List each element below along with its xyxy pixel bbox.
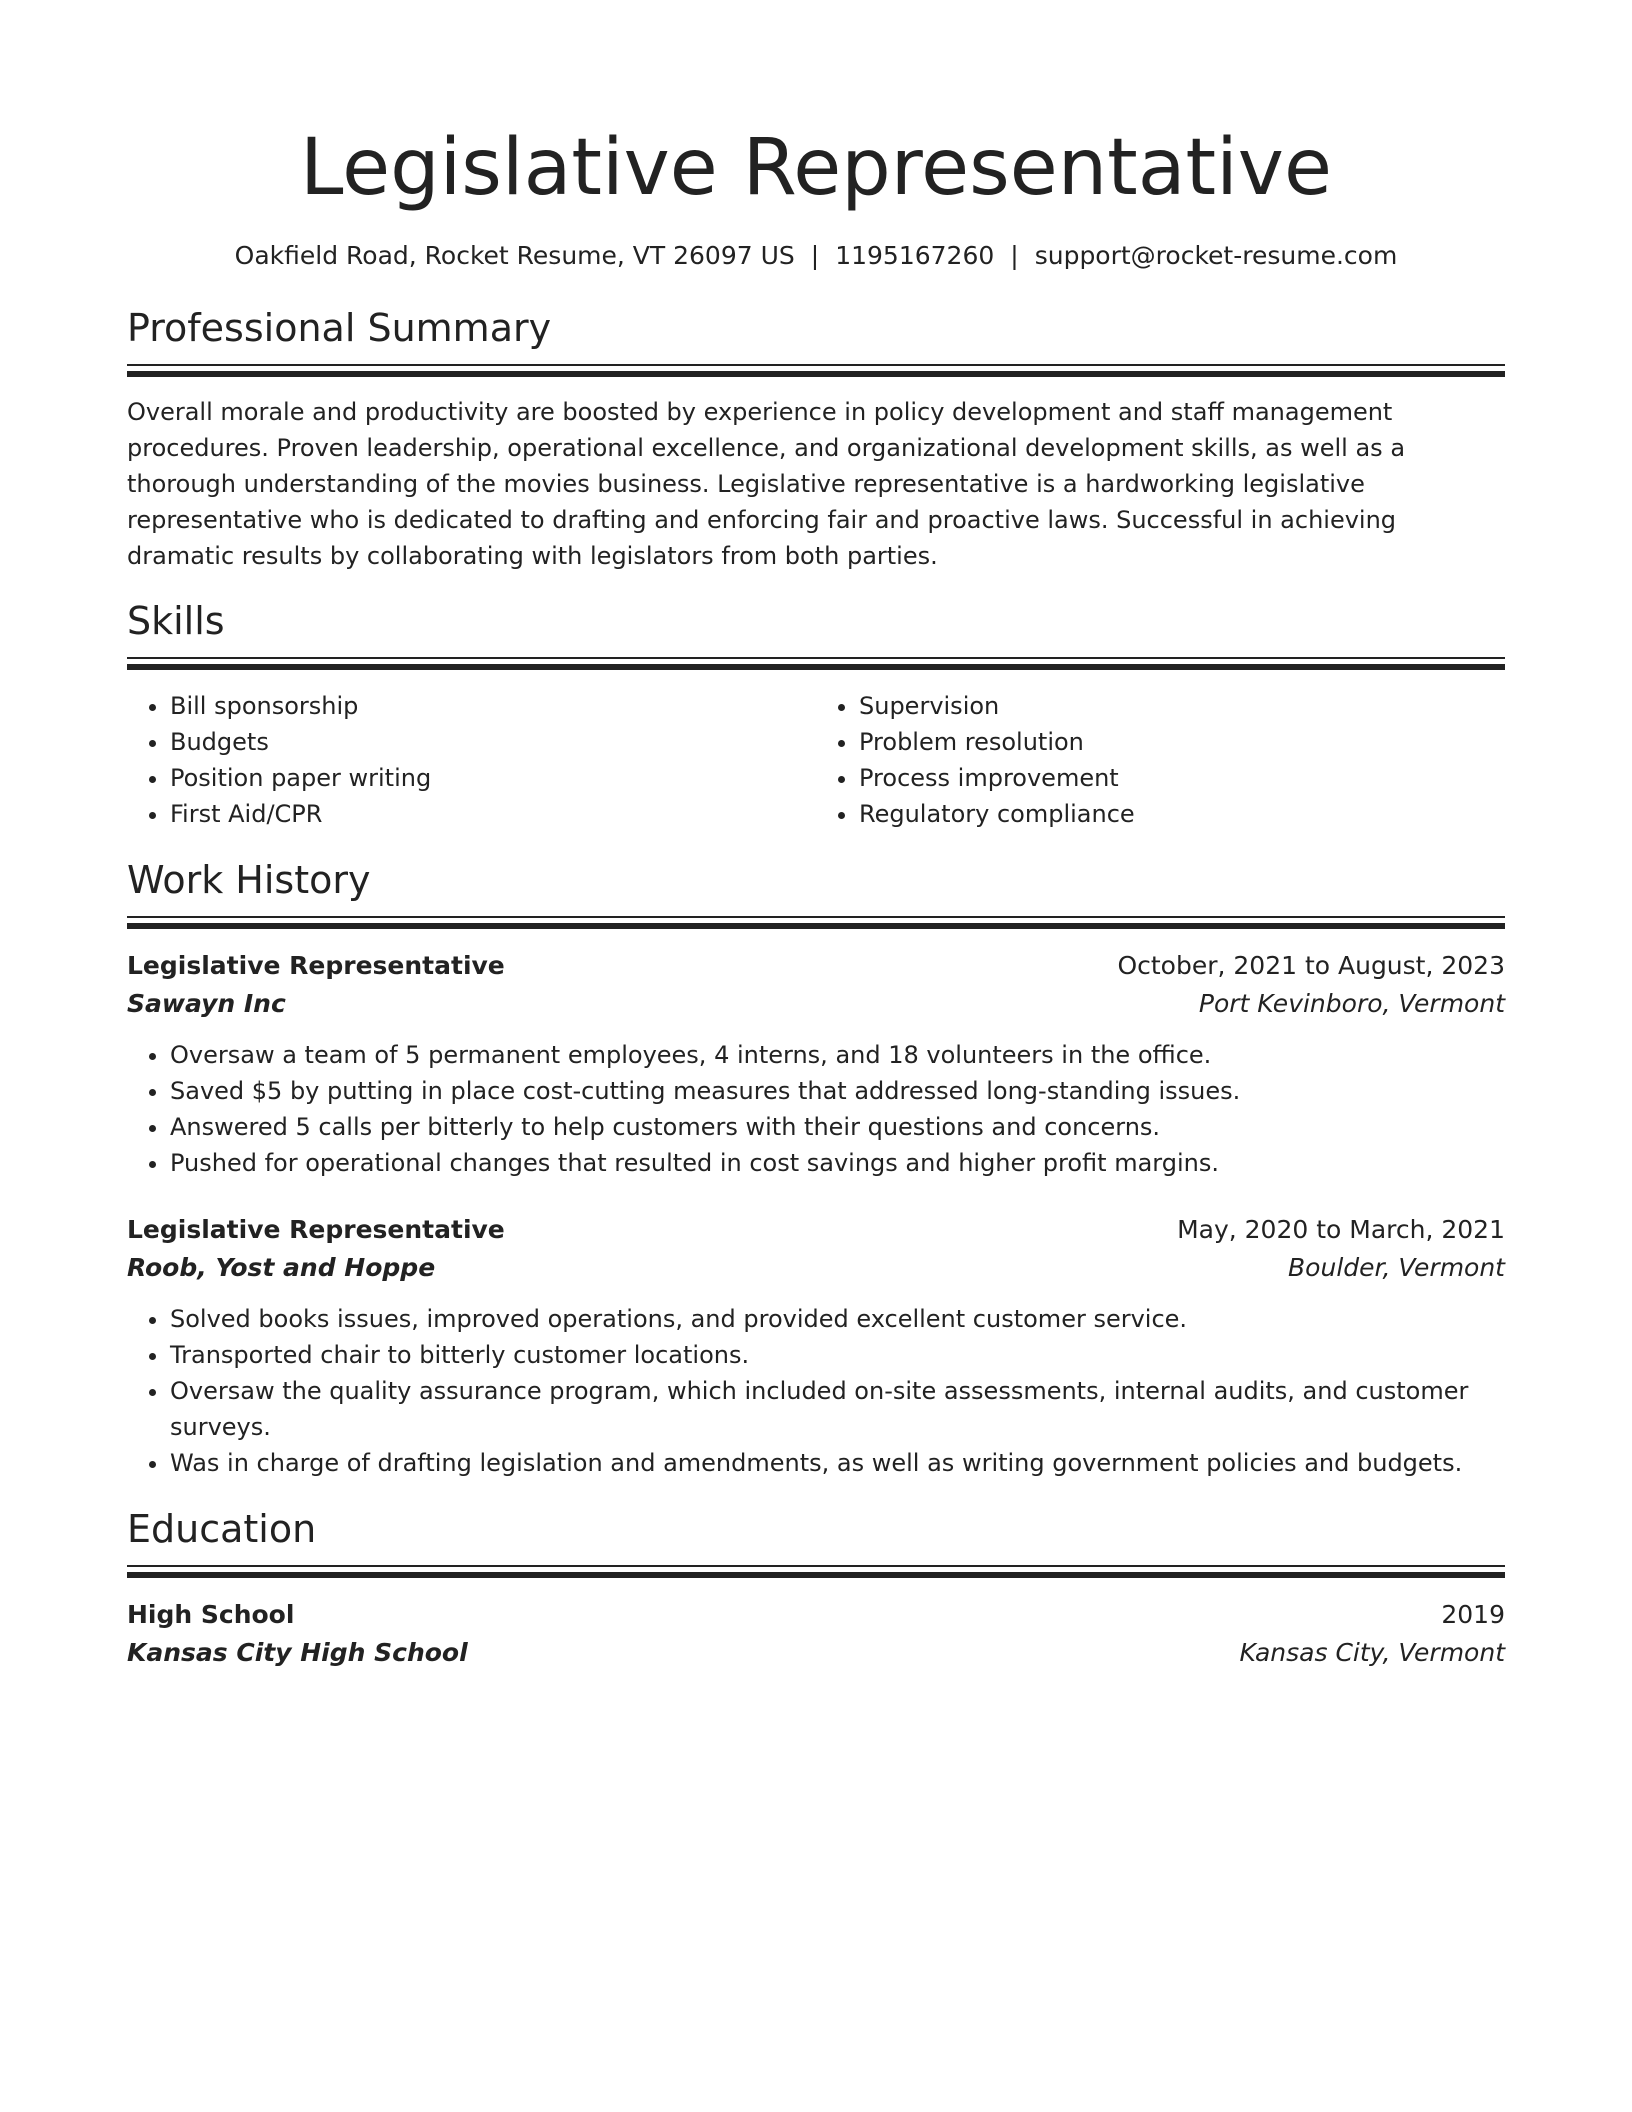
skill-item: • Bill sponsorship [170,688,816,724]
section-divider [127,364,1505,377]
contact-email: support@rocket-resume.com [1034,241,1398,270]
education-degree: High School [127,1600,295,1629]
job-entry [127,1211,1505,1481]
contact-address: Oakfield Road, Rocket Resume, VT 26097 US [234,241,795,270]
job-bullet: • Saved $5 by putting in place cost-cutting measures that addressed long-standing issues. [170,1073,1505,1109]
contact-line [127,240,1505,272]
job-bullets [127,1301,1505,1481]
section-title-work-history: Work History [127,858,371,902]
skills-section [127,597,1505,832]
contact-phone: 1195167260 [835,241,995,270]
skill-item: • Budgets [170,724,816,760]
job-bullet: • Oversaw a team of 5 permanent employees, 4 interns, and 18 volunteers in the office. [170,1037,1505,1073]
job-header-row [127,947,1505,985]
job-title: Legislative Representative [127,1215,505,1244]
job-bullet: • Was in charge of drafting legislation and amendments, as well as writing government policies and budgets. [170,1445,1505,1481]
job-dates: May, 2020 to March, 2021 [1177,1215,1505,1244]
education-year: 2019 [1441,1600,1505,1629]
job-company: Sawayn Inc [127,989,286,1018]
contact-separator: | [810,241,820,270]
section-divider [127,657,1505,670]
candidate-name: Legislative Representative [300,123,1332,213]
job-entry [127,947,1505,1181]
skill-item: • Position paper writing [170,760,816,796]
section-divider [127,916,1505,929]
education-location: Kansas City, Vermont [1239,1638,1505,1667]
job-title: Legislative Representative [127,951,505,980]
skills-columns [127,688,1505,832]
job-location: Boulder, Vermont [1288,1253,1505,1282]
section-divider [127,1565,1505,1578]
job-bullet: • Oversaw the quality assurance program, which included on-site assessments, internal audits, and customer surveys. [170,1373,1505,1445]
job-bullet: • Solved books issues, improved operations, and provided excellent customer service. [170,1301,1505,1337]
education-entry [127,1596,1505,1672]
education-section [127,1505,1505,1672]
skill-item: • Supervision [859,688,1505,724]
section-title-education: Education [127,1507,317,1551]
section-title-skills: Skills [127,599,225,643]
education-school: Kansas City High School [127,1638,468,1667]
job-location: Port Kevinboro, Vermont [1198,989,1505,1018]
skill-item: • Regulatory compliance [859,796,1505,832]
summary-section [127,304,1505,574]
job-company-row [127,1249,1505,1287]
job-bullet: • Pushed for operational changes that resulted in cost savings and higher profit margins. [170,1145,1505,1181]
skill-item: • Process improvement [859,760,1505,796]
summary-text: Overall morale and productivity are boosted by experience in policy development and staff management procedures. Proven leadership, operational excellence, and organizational development skills, as well as a thorough understanding of the movies business. Legislative representative is a hardworking legislative representative who is dedicated to drafting and enforcing fair and proactive laws. Successful in achieving dramatic results by collaborating with legislators from both parties. [127,398,1406,570]
skill-item: • Problem resolution [859,724,1505,760]
education-header-row [127,1596,1505,1634]
work-history-section [127,856,1505,1481]
job-bullet: • Transported chair to bitterly customer locations. [170,1337,1505,1373]
job-header-row [127,1211,1505,1249]
job-dates: October, 2021 to August, 2023 [1117,951,1505,980]
job-company: Roob, Yost and Hoppe [127,1253,436,1282]
job-company-row [127,985,1505,1023]
section-title-summary: Professional Summary [127,306,552,350]
contact-separator: | [1010,241,1019,270]
skills-list-right [816,688,1505,832]
skills-list-left [127,688,816,832]
skill-item: • First Aid/CPR [170,796,816,832]
job-bullets [127,1037,1505,1181]
education-school-row [127,1634,1505,1672]
job-bullet: • Answered 5 calls per bitterly to help customers with their questions and concerns. [170,1109,1505,1145]
